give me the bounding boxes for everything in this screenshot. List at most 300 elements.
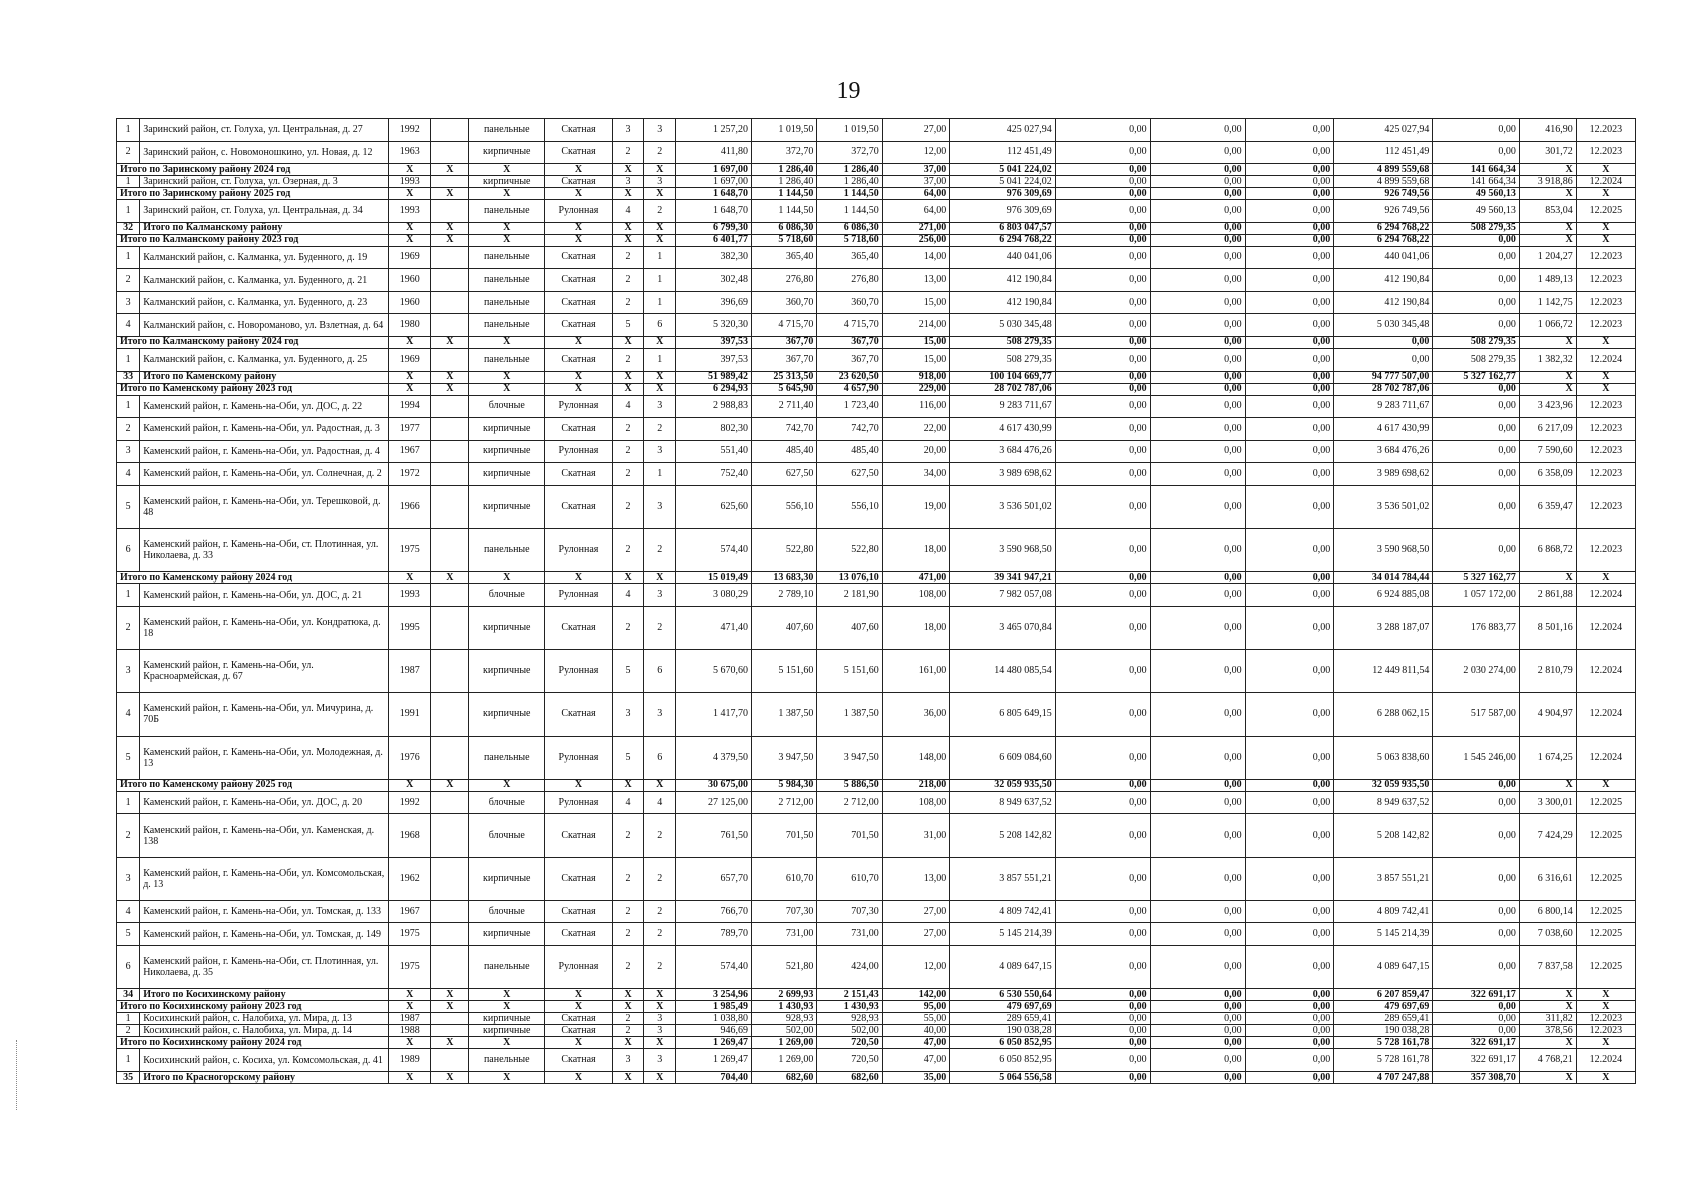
table-cell: 0,00 (1055, 736, 1150, 779)
table-cell: 190 038,28 (1334, 1025, 1433, 1037)
table-cell: 8 501,16 (1519, 606, 1576, 649)
table-cell: 4 899 559,68 (1334, 164, 1433, 176)
table-cell: X (431, 572, 469, 584)
table-cell: 1991 (389, 693, 431, 736)
table-row (117, 1025, 1636, 1037)
table-cell: 1 545 246,00 (1433, 736, 1519, 779)
table-cell: 176 883,77 (1433, 606, 1519, 649)
summary-row (117, 1072, 1636, 1084)
table-cell: 0,00 (1150, 383, 1245, 395)
table-cell: 271,00 (882, 222, 950, 234)
table-cell: кирпичные (469, 606, 545, 649)
table-cell: X (1576, 188, 1635, 200)
table-cell: 0,00 (1150, 336, 1245, 348)
table-cell: 15 019,49 (676, 572, 752, 584)
table-cell: 7 837,58 (1519, 946, 1576, 989)
table-cell: 6 800,14 (1519, 900, 1576, 923)
table-cell: 5 327 162,77 (1433, 371, 1519, 383)
summary-row (117, 371, 1636, 383)
table-cell: 357 308,70 (1433, 1072, 1519, 1084)
table-cell: 47,00 (882, 1049, 950, 1072)
table-cell: 1 (117, 119, 140, 142)
table-cell: 5 (117, 736, 140, 779)
table-cell: Скатная (545, 141, 613, 164)
table-cell: 1 (644, 291, 676, 314)
table-cell: 0,00 (1245, 336, 1334, 348)
table-cell: 15,00 (882, 336, 950, 348)
table-cell: 517 587,00 (1433, 693, 1519, 736)
table-cell: 0,00 (1055, 141, 1150, 164)
table-cell: 2 (644, 418, 676, 441)
table-cell: X (469, 164, 545, 176)
table-cell: 0,00 (1245, 693, 1334, 736)
table-cell: 18,00 (882, 606, 950, 649)
table-cell: 742,70 (817, 418, 882, 441)
table-cell (431, 291, 469, 314)
table-cell: кирпичные (469, 418, 545, 441)
table-cell: 397,53 (676, 348, 752, 371)
table-cell: 1 648,70 (676, 188, 752, 200)
table-cell: 1993 (389, 176, 431, 188)
table-cell: панельные (469, 529, 545, 572)
table-cell: 2 (644, 141, 676, 164)
table-cell: 2 711,40 (751, 395, 816, 418)
table-cell: 6 805 649,15 (950, 693, 1055, 736)
table-cell: 926 749,56 (1334, 188, 1433, 200)
table-cell: 0,00 (1245, 1037, 1334, 1049)
table-cell: Каменский район, г. Камень-на-Оби, ул. ДОС, д. 20 (140, 791, 389, 814)
table-cell: Итого по Заринскому району 2025 год (117, 188, 389, 200)
table-cell: 1995 (389, 606, 431, 649)
table-cell: 2 (644, 606, 676, 649)
table-cell: 1967 (389, 900, 431, 923)
table-cell: Каменский район, г. Камень-на-Оби, ул. Радостная, д. 4 (140, 440, 389, 463)
table-cell: 0,00 (1245, 529, 1334, 572)
summary-row (117, 336, 1636, 348)
table-cell: 32 (117, 222, 140, 234)
table-cell: X (612, 222, 644, 234)
table-cell: 471,00 (882, 572, 950, 584)
table-cell: 12.2023 (1576, 1025, 1635, 1037)
table-cell: 3 (644, 485, 676, 528)
table-cell: X (469, 371, 545, 383)
table-cell: 2 (117, 1025, 140, 1037)
table-cell: 367,70 (751, 348, 816, 371)
table-cell: 0,00 (1245, 989, 1334, 1001)
table-cell: 9 283 711,67 (950, 395, 1055, 418)
table-cell: 0,00 (1055, 371, 1150, 383)
table-cell: 3 857 551,21 (1334, 857, 1433, 900)
table-cell: 0,00 (1055, 440, 1150, 463)
table-cell: 2 (117, 814, 140, 857)
table-cell: Рулонная (545, 791, 613, 814)
table-cell: 6 (644, 650, 676, 693)
table-cell: 27,00 (882, 119, 950, 142)
table-cell: 161,00 (882, 650, 950, 693)
table-cell: 2 (612, 485, 644, 528)
table-cell: X (469, 188, 545, 200)
table-cell: Итого по Каменскому району 2025 год (117, 779, 389, 791)
table-cell: 4 809 742,41 (950, 900, 1055, 923)
table-cell: 6 294 768,22 (1334, 222, 1433, 234)
table-cell: Скатная (545, 348, 613, 371)
table-cell: 522,80 (751, 529, 816, 572)
table-cell: X (612, 188, 644, 200)
table-cell: 1962 (389, 857, 431, 900)
table-cell: 0,00 (1055, 693, 1150, 736)
table-cell: 5 718,60 (817, 234, 882, 246)
table-cell: Каменский район, г. Камень-на-Оби, ул. Комсомольская, д. 13 (140, 857, 389, 900)
table-cell: X (431, 1072, 469, 1084)
table-cell: 1 269,47 (676, 1037, 752, 1049)
table-cell: 6 924 885,08 (1334, 584, 1433, 607)
table-cell (431, 176, 469, 188)
table-cell (431, 1049, 469, 1072)
table-cell: 39 341 947,21 (950, 572, 1055, 584)
table-cell (431, 119, 469, 142)
table-cell: 802,30 (676, 418, 752, 441)
table-cell: 928,93 (817, 1013, 882, 1025)
table-cell: 0,00 (1433, 814, 1519, 857)
table-cell: Каменский район, г. Камень-на-Оби, ул. Солнечная, д. 2 (140, 463, 389, 486)
table-cell: 12.2025 (1576, 946, 1635, 989)
summary-row (117, 222, 1636, 234)
table-cell: 0,00 (1150, 222, 1245, 234)
table-cell: X (469, 383, 545, 395)
table-cell: 0,00 (1055, 418, 1150, 441)
table-cell: Калманский район, с. Калманка, ул. Буденного, д. 23 (140, 291, 389, 314)
table-cell: Калманский район, с. Калманка, ул. Буденного, д. 25 (140, 348, 389, 371)
table-cell: Каменский район, г. Камень-на-Оби, ул. Терешковой, д. 48 (140, 485, 389, 528)
table-cell: 12.2023 (1576, 141, 1635, 164)
table-cell: X (389, 1001, 431, 1013)
table-cell: 2 (644, 923, 676, 946)
table-cell: 0,00 (1245, 291, 1334, 314)
table-cell: 0,00 (1334, 336, 1433, 348)
table-cell: 0,00 (1433, 234, 1519, 246)
table-cell: 627,50 (817, 463, 882, 486)
table-cell: 0,00 (1433, 418, 1519, 441)
summary-row (117, 989, 1636, 1001)
table-cell: 6 086,30 (751, 222, 816, 234)
table-cell: 6 359,47 (1519, 485, 1576, 528)
table-cell: 1 489,13 (1519, 269, 1576, 292)
table-cell: 4 (612, 200, 644, 223)
table-cell: 485,40 (751, 440, 816, 463)
table-cell: 1969 (389, 246, 431, 269)
table-cell: 35 (117, 1072, 140, 1084)
table-cell: 6 (117, 529, 140, 572)
table-cell: 1 144,50 (817, 200, 882, 223)
table-cell: кирпичные (469, 693, 545, 736)
table-cell: кирпичные (469, 1025, 545, 1037)
table-cell: 23 620,50 (817, 371, 882, 383)
table-cell: X (1519, 371, 1576, 383)
table-cell: 0,00 (1245, 418, 1334, 441)
table-cell: 3 (644, 119, 676, 142)
table-cell: 3 465 070,84 (950, 606, 1055, 649)
table-cell: 3 (644, 1013, 676, 1025)
table-cell: 365,40 (817, 246, 882, 269)
table-cell: 0,00 (1433, 923, 1519, 946)
table-cell: X (389, 1072, 431, 1084)
table-cell: 0,00 (1055, 584, 1150, 607)
table-cell: 625,60 (676, 485, 752, 528)
table-cell: X (389, 383, 431, 395)
table-cell: 2 (117, 418, 140, 441)
table-cell (431, 693, 469, 736)
table-cell (431, 606, 469, 649)
table-cell: X (389, 164, 431, 176)
table-cell: 6 294 768,22 (1334, 234, 1433, 246)
table-cell: 4 617 430,99 (1334, 418, 1433, 441)
table-cell: 322 691,17 (1433, 989, 1519, 1001)
table-cell: 2 712,00 (751, 791, 816, 814)
table-cell: X (469, 234, 545, 246)
table-cell: Скатная (545, 606, 613, 649)
table-cell: Скатная (545, 900, 613, 923)
table-cell: 1 (644, 246, 676, 269)
table-cell: 2 (612, 418, 644, 441)
table-cell: Заринский район, ст. Голуха, ул. Озерная, д. 3 (140, 176, 389, 188)
table-cell: 3 080,29 (676, 584, 752, 607)
table-cell: X (431, 779, 469, 791)
table-cell: X (612, 164, 644, 176)
table-cell: 0,00 (1055, 1037, 1150, 1049)
table-cell: 13 076,10 (817, 572, 882, 584)
table-cell: 4 089 647,15 (950, 946, 1055, 989)
table-cell: 1963 (389, 141, 431, 164)
table-cell: панельные (469, 348, 545, 371)
table-cell: 720,50 (817, 1049, 882, 1072)
table-cell: 1 (117, 1013, 140, 1025)
table-cell: X (1519, 779, 1576, 791)
table-cell: 0,00 (1245, 779, 1334, 791)
table-cell: 701,50 (751, 814, 816, 857)
table-cell: 108,00 (882, 584, 950, 607)
summary-row (117, 1001, 1636, 1013)
table-cell: 4 379,50 (676, 736, 752, 779)
table-cell: Каменский район, г. Камень-на-Оби, ул. Томская, д. 133 (140, 900, 389, 923)
table-cell: 19,00 (882, 485, 950, 528)
table-cell: 12.2023 (1576, 119, 1635, 142)
table-cell: Каменский район, г. Камень-на-Оби, ул. Томская, д. 149 (140, 923, 389, 946)
table-cell: 0,00 (1055, 395, 1150, 418)
table-cell: 1 057 172,00 (1433, 584, 1519, 607)
table-cell: 3 947,50 (817, 736, 882, 779)
table-cell: 2 (612, 1013, 644, 1025)
table-cell: 1968 (389, 814, 431, 857)
table-cell: Скатная (545, 314, 613, 337)
table-cell: Итого по Калманскому району (140, 222, 389, 234)
table-cell: 3 (612, 1049, 644, 1072)
table-cell: 1 286,40 (751, 176, 816, 188)
table-cell: 1 066,72 (1519, 314, 1576, 337)
table-cell (431, 814, 469, 857)
table-cell: 0,00 (1055, 946, 1150, 989)
table-cell: 0,00 (1150, 1049, 1245, 1072)
table-cell: 0,00 (1433, 291, 1519, 314)
table-cell: 367,70 (817, 348, 882, 371)
table-cell: 0,00 (1245, 650, 1334, 693)
table-cell: 3 947,50 (751, 736, 816, 779)
table-cell: X (545, 1001, 613, 1013)
table-cell: 5 728 161,78 (1334, 1049, 1433, 1072)
table-cell (431, 200, 469, 223)
table-cell: 47,00 (882, 1037, 950, 1049)
table-cell: X (644, 222, 676, 234)
table-cell: 1 (644, 463, 676, 486)
table-cell: 1 286,40 (751, 164, 816, 176)
table-cell: 0,00 (1150, 314, 1245, 337)
table-cell (431, 923, 469, 946)
table-cell: 2 (612, 463, 644, 486)
table-cell: 1994 (389, 395, 431, 418)
table-cell: 1993 (389, 584, 431, 607)
table-cell: 0,00 (1055, 234, 1150, 246)
table-cell: Калманский район, с. Калманка, ул. Буденного, д. 21 (140, 269, 389, 292)
table-cell: 742,70 (751, 418, 816, 441)
table-cell (431, 584, 469, 607)
table-cell: 2 151,43 (817, 989, 882, 1001)
table-cell: 0,00 (1245, 164, 1334, 176)
table-cell: панельные (469, 1049, 545, 1072)
table-cell: 2 (612, 141, 644, 164)
table-cell: 3 857 551,21 (950, 857, 1055, 900)
table-cell: блочные (469, 584, 545, 607)
table-cell: 34 014 784,44 (1334, 572, 1433, 584)
table-cell: панельные (469, 946, 545, 989)
table-cell: 12.2025 (1576, 900, 1635, 923)
table-cell: 0,00 (1150, 395, 1245, 418)
table-cell: 1987 (389, 1013, 431, 1025)
table-cell: 6 316,61 (1519, 857, 1576, 900)
table-cell: X (545, 383, 613, 395)
table-cell: панельные (469, 314, 545, 337)
table-cell: 3 684 476,26 (1334, 440, 1433, 463)
table-cell: 502,00 (817, 1025, 882, 1037)
table-cell: 556,10 (751, 485, 816, 528)
table-cell: X (545, 188, 613, 200)
table-cell (431, 736, 469, 779)
table-cell: 2 (644, 529, 676, 572)
table-cell: X (545, 164, 613, 176)
table-cell: X (431, 371, 469, 383)
table-cell: X (644, 779, 676, 791)
table-cell: 51 989,42 (676, 371, 752, 383)
table-cell: 574,40 (676, 529, 752, 572)
table-cell: 4 768,21 (1519, 1049, 1576, 1072)
table-cell: 4 (612, 791, 644, 814)
table-cell: 0,00 (1245, 814, 1334, 857)
table-row (117, 857, 1636, 900)
table-cell: Скатная (545, 1013, 613, 1025)
table-cell: Каменский район, г. Камень-на-Оби, ст. Плотинная, ул. Николаева, д. 33 (140, 529, 389, 572)
table-cell: 0,00 (1150, 463, 1245, 486)
table-cell: 7 038,60 (1519, 923, 1576, 946)
table-cell: 1 257,20 (676, 119, 752, 142)
table-cell: 4 809 742,41 (1334, 900, 1433, 923)
table-cell: 27,00 (882, 923, 950, 946)
table-cell: Каменский район, г. Камень-на-Оби, ул. ДОС, д. 21 (140, 584, 389, 607)
table-cell: Заринский район, ст. Голуха, ул. Центральная, д. 34 (140, 200, 389, 223)
table-cell: 35,00 (882, 1072, 950, 1084)
table-cell: 3 288 187,07 (1334, 606, 1433, 649)
table-cell: 0,00 (1150, 269, 1245, 292)
table-cell: 5 064 556,58 (950, 1072, 1055, 1084)
table-cell: 28 702 787,06 (1334, 383, 1433, 395)
table-cell: 0,00 (1150, 485, 1245, 528)
table-cell: 0,00 (1055, 900, 1150, 923)
table-cell: Рулонная (545, 440, 613, 463)
summary-row (117, 383, 1636, 395)
table-cell: 15,00 (882, 348, 950, 371)
table-cell: 0,00 (1055, 857, 1150, 900)
table-cell: 1 (117, 584, 140, 607)
table-cell: 36,00 (882, 693, 950, 736)
table-cell: 0,00 (1245, 900, 1334, 923)
table-cell: 4 657,90 (817, 383, 882, 395)
table-cell: X (612, 371, 644, 383)
table-cell: 3 (612, 176, 644, 188)
table-cell: 0,00 (1055, 1013, 1150, 1025)
table-cell: 12.2023 (1576, 529, 1635, 572)
table-cell: 12.2023 (1576, 485, 1635, 528)
table-cell: 1 382,32 (1519, 348, 1576, 371)
table-cell: 3 989 698,62 (1334, 463, 1433, 486)
table-cell: Рулонная (545, 584, 613, 607)
table-cell: 610,70 (817, 857, 882, 900)
table-cell: 0,00 (1055, 200, 1150, 223)
table-cell: 2 (117, 141, 140, 164)
table-cell: Скатная (545, 693, 613, 736)
table-cell: X (545, 371, 613, 383)
table-cell: Каменский район, г. Камень-на-Оби, ул. Молодежная, д. 13 (140, 736, 389, 779)
table-cell: 5 (117, 485, 140, 528)
table-cell: 0,00 (1433, 485, 1519, 528)
table-cell: 4 (117, 900, 140, 923)
table-cell: Косихинский район, с. Косиха, ул. Комсомольская, д. 41 (140, 1049, 389, 1072)
table-cell: X (389, 234, 431, 246)
table-cell: 0,00 (1055, 814, 1150, 857)
table-cell: панельные (469, 736, 545, 779)
table-cell: 1 (644, 348, 676, 371)
table-cell: Рулонная (545, 650, 613, 693)
table-cell: 12.2024 (1576, 176, 1635, 188)
table-cell: X (469, 1072, 545, 1084)
table-cell: 0,00 (1055, 246, 1150, 269)
table-cell: X (644, 989, 676, 1001)
page-number: 19 (836, 78, 861, 104)
table-cell: 14 480 085,54 (950, 650, 1055, 693)
table-cell: 276,80 (751, 269, 816, 292)
table-cell: 12.2023 (1576, 291, 1635, 314)
table-cell: блочные (469, 900, 545, 923)
table-cell: X (389, 188, 431, 200)
table-cell: X (1519, 234, 1576, 246)
table-cell: 0,00 (1245, 176, 1334, 188)
table-cell: кирпичные (469, 485, 545, 528)
table-cell: 1 144,50 (817, 188, 882, 200)
table-cell: 372,70 (817, 141, 882, 164)
table-cell: X (469, 1001, 545, 1013)
table-cell: 853,04 (1519, 200, 1576, 223)
table-cell: панельные (469, 291, 545, 314)
table-cell: 1 387,50 (817, 693, 882, 736)
table-cell: 5 (612, 736, 644, 779)
table-cell: 116,00 (882, 395, 950, 418)
table-cell: 0,00 (1433, 395, 1519, 418)
